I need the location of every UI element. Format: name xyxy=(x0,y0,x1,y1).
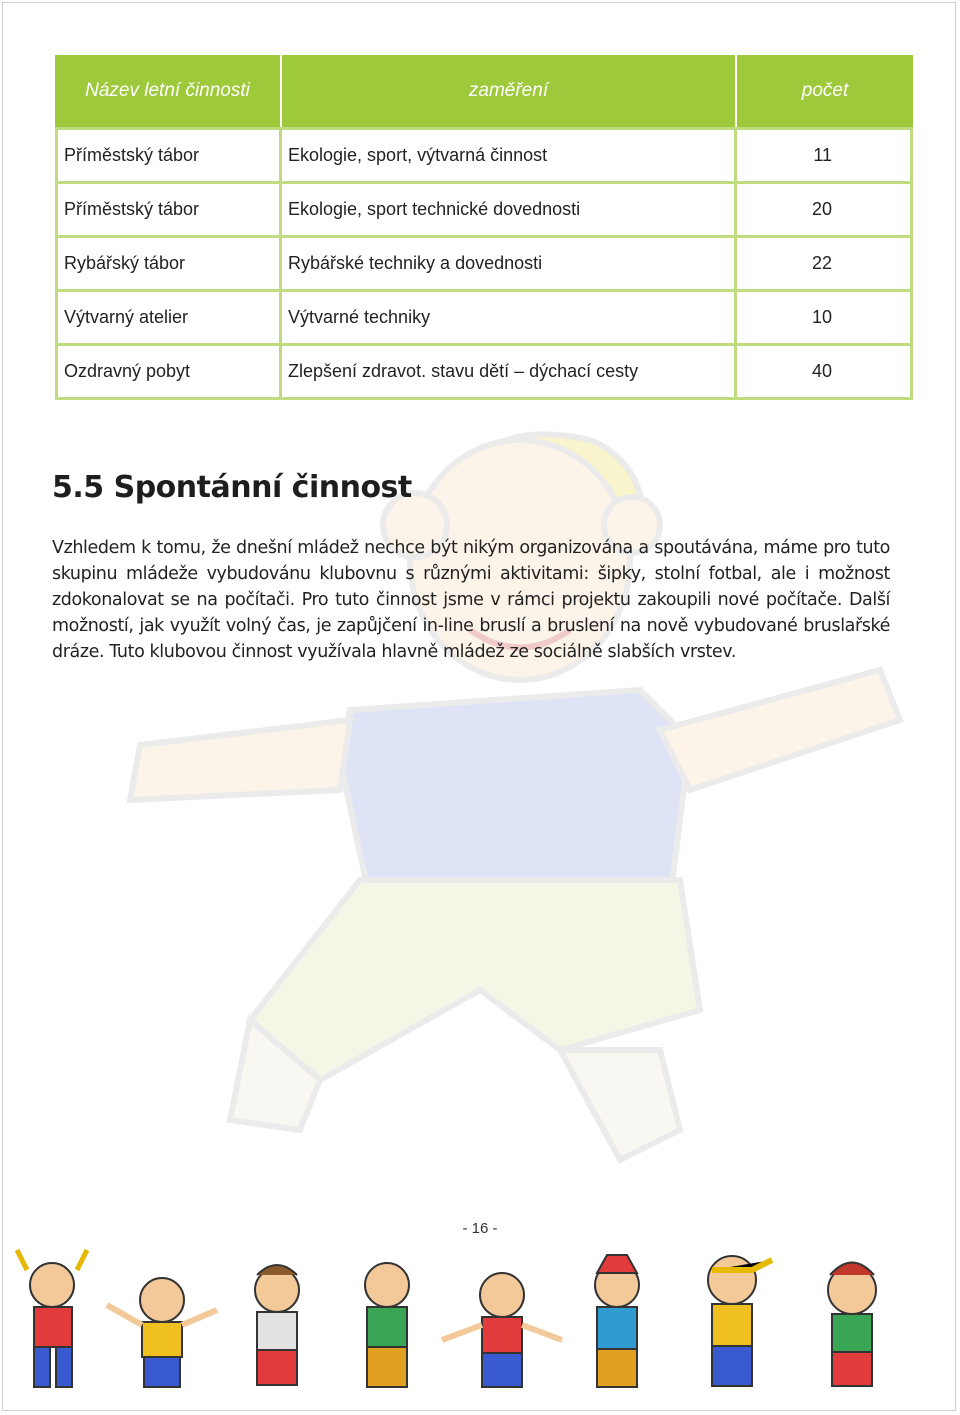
section-heading: 5.5 Spontánní činnost xyxy=(52,470,412,505)
children-row-illustration xyxy=(12,1245,948,1405)
count-cell: 10 xyxy=(737,292,913,346)
focus-cell: Zlepšení zdravot. stavu dětí – dýchací cesty xyxy=(282,346,737,400)
focus-cell: Rybářské techniky a dovednosti xyxy=(282,238,737,292)
activity-cell: Ozdravný pobyt xyxy=(55,346,282,400)
table-header-row xyxy=(55,55,913,127)
count-cell: 11 xyxy=(737,127,913,184)
activity-cell: Rybářský tábor xyxy=(55,238,282,292)
activity-cell: Příměstský tábor xyxy=(55,127,282,184)
focus-cell: Výtvarné techniky xyxy=(282,292,737,346)
count-cell: 22 xyxy=(737,238,913,292)
activity-cell: Výtvarný atelier xyxy=(55,292,282,346)
column-header-count: počet xyxy=(737,55,913,127)
table-row xyxy=(55,238,913,292)
column-header-activity: Název letní činnosti xyxy=(55,55,282,127)
column-header-focus: zaměření xyxy=(282,55,737,127)
count-cell: 40 xyxy=(737,346,913,400)
table-row xyxy=(55,346,913,400)
table-row xyxy=(55,184,913,238)
table-row xyxy=(55,127,913,184)
focus-cell: Ekologie, sport, výtvarná činnost xyxy=(282,127,737,184)
section-body-text: Vzhledem k tomu, že dnešní mládež nechce být nikým organizována a spoutávána, máme pro tuto skupinu mládeže vybudovánu klubovnu s různými aktivitami: šipky, stolní fotbal, ale i možnost zdokonalovat se na počítači. Pro tuto činnost jsme v rámci projektu zakoupili nové počítače. Další možností, jak využít volný čas, je zapůjčení in-line bruslí a bruslení na nově vybudované bruslařské dráze. Tuto klubovou činnost využívala hlavně mládež ze sociálně slabších vrstev. xyxy=(52,538,890,662)
activity-cell: Příměstský tábor xyxy=(55,184,282,238)
table-row xyxy=(55,292,913,346)
focus-cell: Ekologie, sport technické dovednosti xyxy=(282,184,737,238)
count-cell: 20 xyxy=(737,184,913,238)
page-number: - 16 - xyxy=(462,1220,498,1237)
activities-table xyxy=(55,55,913,400)
